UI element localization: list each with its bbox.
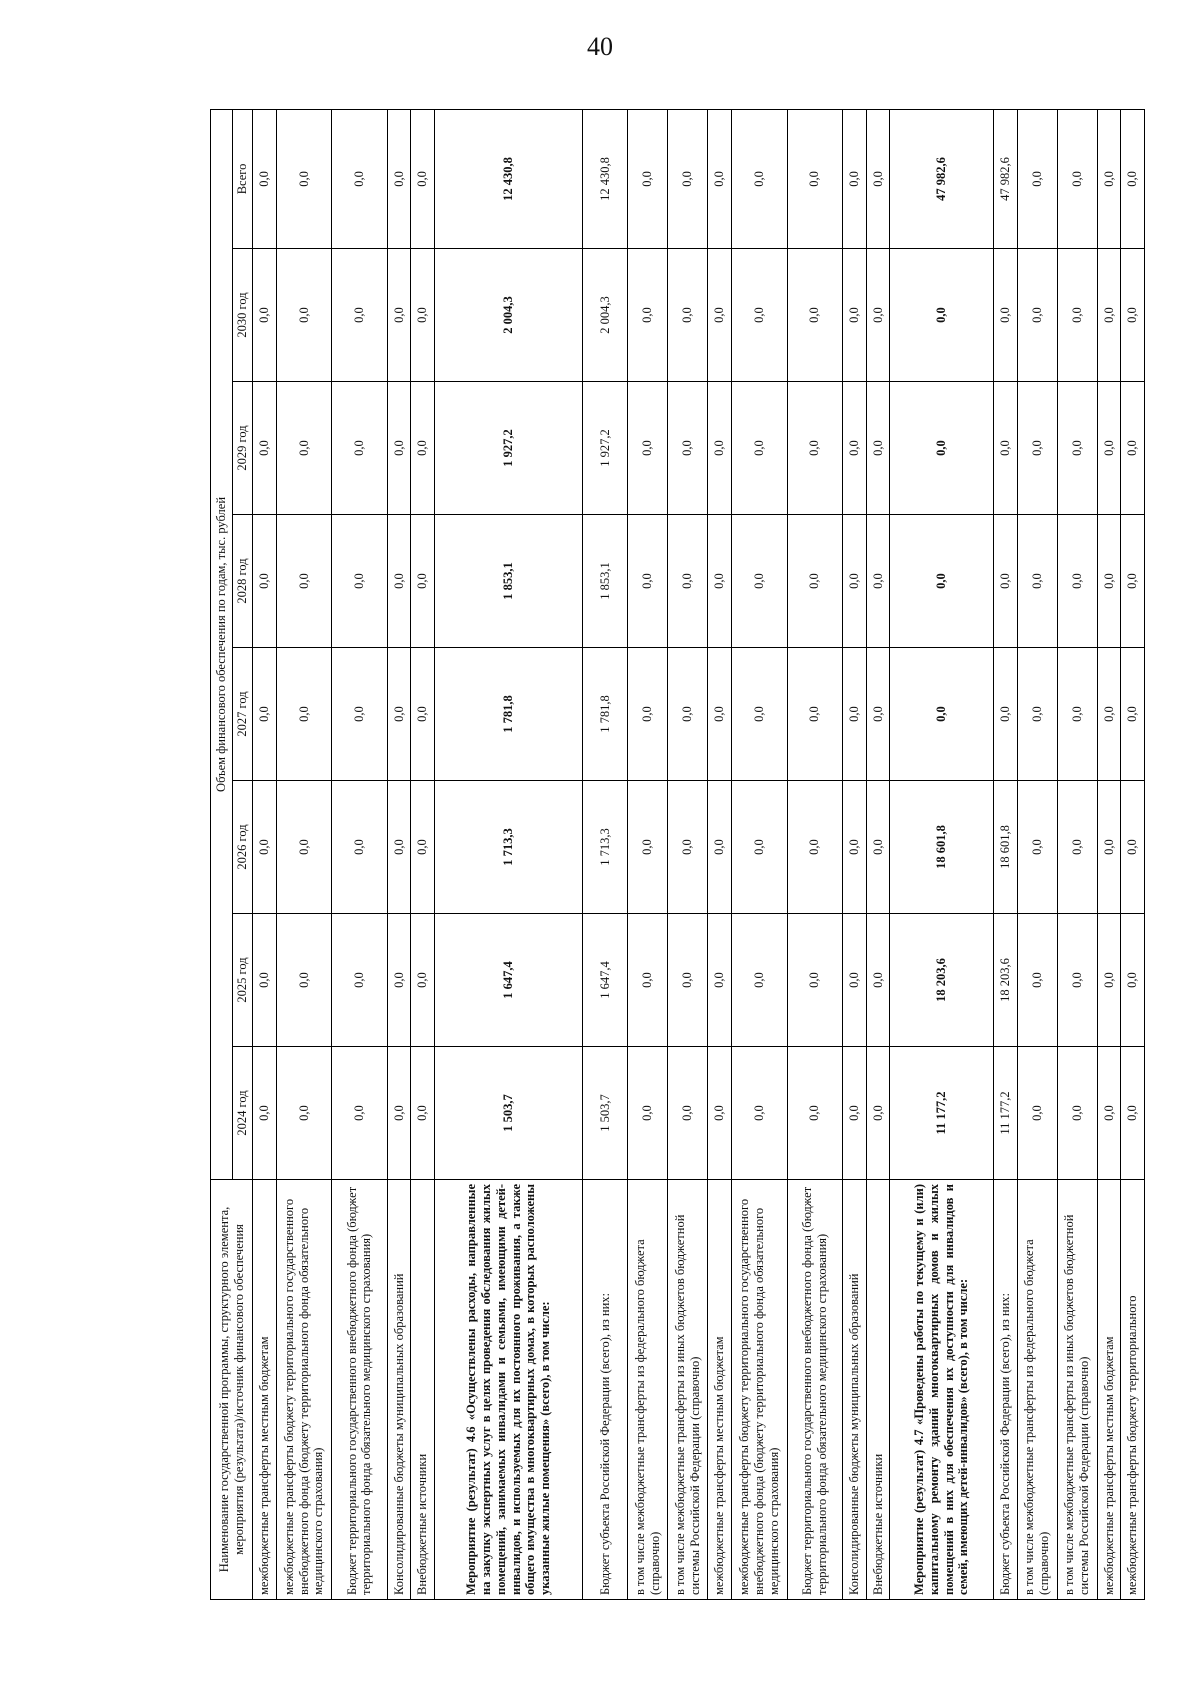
row-value-cell: 0,0 — [253, 515, 277, 648]
row-value-cell: 0,0 — [668, 1047, 708, 1180]
row-value-cell: 0,0 — [628, 648, 668, 781]
row-value-cell: 0,0 — [411, 515, 435, 648]
row-value-cell: 0,0 — [1017, 1047, 1057, 1180]
row-name-cell: Бюджет территориального государственного внебюджетного фонда (бюджет территориального фонда обязательного медицинского страхования) — [787, 1180, 842, 1600]
row-value-cell: 0,0 — [276, 382, 332, 515]
row-value-cell: 0,0 — [708, 515, 732, 648]
row-value-cell: 0,0 — [890, 382, 994, 515]
row-value-cell: 0,0 — [387, 1047, 411, 1180]
row-value-cell: 0,0 — [628, 914, 668, 1047]
row-value-cell: 18 203,6 — [890, 914, 994, 1047]
page-number: 40 — [587, 32, 613, 61]
row-value-cell: 1 713,3 — [583, 781, 628, 914]
row-value-cell: 0,0 — [1097, 382, 1121, 515]
row-value-cell: 0,0 — [668, 914, 708, 1047]
row-name-cell: межбюджетные трансферты бюджету территориального государственного внебюджетного фонда (бюджету территориального фонда обязательного медицинского страхования) — [731, 1180, 787, 1600]
row-value-cell: 0,0 — [1121, 382, 1145, 515]
row-value-cell: 0,0 — [1057, 249, 1097, 382]
row-name-cell: в том числе межбюджетные трансферты из иных бюджетов бюджетной системы Российской Федерации (справочно) — [668, 1180, 708, 1600]
row-value-cell: 0,0 — [332, 914, 387, 1047]
row-value-cell: 0,0 — [276, 515, 332, 648]
row-value-cell: 0,0 — [411, 382, 435, 515]
row-value-cell: 0,0 — [628, 781, 668, 914]
row-value-cell: 0,0 — [628, 249, 668, 382]
row-value-cell: 0,0 — [276, 249, 332, 382]
header-year: 2026 год — [233, 781, 253, 914]
table-row — [411, 109, 435, 1599]
row-value-cell: 0,0 — [843, 1047, 867, 1180]
table-row — [708, 109, 732, 1599]
row-value-cell: 0,0 — [708, 1047, 732, 1180]
row-value-cell: 0,0 — [276, 914, 332, 1047]
row-value-cell: 0,0 — [628, 382, 668, 515]
header-year: 2027 год — [233, 648, 253, 781]
table-row — [787, 109, 842, 1599]
table-row — [843, 109, 867, 1599]
row-value-cell: 0,0 — [787, 249, 842, 382]
table-row — [731, 109, 787, 1599]
row-value-cell: 0,0 — [1097, 648, 1121, 781]
table-row — [583, 109, 628, 1599]
row-value-cell: 1 927,2 — [434, 382, 583, 515]
header-total: Всего — [233, 109, 253, 248]
row-value-cell: 0,0 — [628, 515, 668, 648]
row-value-cell: 0,0 — [1097, 515, 1121, 648]
row-value-cell: 0,0 — [1017, 781, 1057, 914]
row-value-cell: 0,0 — [628, 1047, 668, 1180]
row-value-cell: 0,0 — [731, 382, 787, 515]
table-row — [1121, 109, 1145, 1599]
row-value-cell: 0,0 — [993, 382, 1017, 515]
header-year: 2024 год — [233, 1047, 253, 1180]
row-value-cell: 0,0 — [1017, 515, 1057, 648]
row-value-cell: 0,0 — [1057, 648, 1097, 781]
row-value-cell: 18 601,8 — [890, 781, 994, 914]
row-value-cell: 0,0 — [1017, 648, 1057, 781]
row-total-cell: 0,0 — [253, 109, 277, 248]
row-total-cell: 12 430,8 — [434, 109, 583, 248]
row-value-cell: 0,0 — [1097, 1047, 1121, 1180]
table-row — [866, 109, 890, 1599]
row-value-cell: 0,0 — [708, 249, 732, 382]
row-value-cell: 0,0 — [787, 914, 842, 1047]
row-value-cell: 0,0 — [1057, 914, 1097, 1047]
row-total-cell: 0,0 — [628, 109, 668, 248]
row-value-cell: 11 177,2 — [993, 1047, 1017, 1180]
row-value-cell: 0,0 — [731, 648, 787, 781]
row-value-cell: 0,0 — [787, 1047, 842, 1180]
row-name-cell: межбюджетные трансферты местным бюджетам — [708, 1180, 732, 1600]
row-value-cell: 18 203,6 — [993, 914, 1017, 1047]
row-value-cell: 0,0 — [866, 914, 890, 1047]
row-value-cell: 0,0 — [993, 515, 1017, 648]
row-value-cell: 0,0 — [332, 781, 387, 914]
row-total-cell: 0,0 — [387, 109, 411, 248]
row-value-cell: 0,0 — [411, 648, 435, 781]
row-name-cell: Мероприятие (результат) 4.7 «Проведены работы по текущему и (или) капитальному ремонту зданий многоквартирных домов и жилых помещений в них для обеспечения их доступности для инвалидов и семей, имеющих детей-инвалидов» (всего), в том числе: — [890, 1180, 994, 1600]
row-value-cell: 0,0 — [866, 249, 890, 382]
row-value-cell: 0,0 — [253, 914, 277, 1047]
row-value-cell: 0,0 — [668, 515, 708, 648]
row-value-cell: 1 647,4 — [583, 914, 628, 1047]
row-value-cell: 0,0 — [1057, 515, 1097, 648]
row-value-cell: 2 004,3 — [434, 249, 583, 382]
row-value-cell: 0,0 — [387, 249, 411, 382]
table-row — [1097, 109, 1121, 1599]
row-value-cell: 0,0 — [1121, 781, 1145, 914]
row-total-cell: 47 982,6 — [890, 109, 994, 248]
row-total-cell: 0,0 — [1121, 109, 1145, 248]
row-value-cell: 0,0 — [866, 648, 890, 781]
row-value-cell: 0,0 — [993, 249, 1017, 382]
row-value-cell: 0,0 — [787, 382, 842, 515]
row-value-cell: 0,0 — [668, 648, 708, 781]
row-value-cell: 0,0 — [387, 515, 411, 648]
row-total-cell: 0,0 — [1097, 109, 1121, 248]
row-name-cell: в том числе межбюджетные трансферты из федерального бюджета (справочно) — [1017, 1180, 1057, 1600]
row-name-cell: межбюджетные трансферты местным бюджетам — [253, 1180, 277, 1600]
row-value-cell: 0,0 — [387, 914, 411, 1047]
rotated-table-container — [210, 110, 1145, 1600]
row-value-cell: 1 853,1 — [583, 515, 628, 648]
row-value-cell: 0,0 — [866, 1047, 890, 1180]
row-value-cell: 0,0 — [843, 781, 867, 914]
row-value-cell: 0,0 — [731, 914, 787, 1047]
row-value-cell: 0,0 — [332, 249, 387, 382]
row-value-cell: 0,0 — [276, 781, 332, 914]
row-value-cell: 0,0 — [843, 515, 867, 648]
row-value-cell: 0,0 — [387, 382, 411, 515]
table-row — [993, 109, 1017, 1599]
row-value-cell: 0,0 — [253, 249, 277, 382]
row-value-cell: 0,0 — [787, 648, 842, 781]
header-financing-group: Объем финансового обеспечения по годам, тыс. рублей — [211, 109, 233, 1179]
row-value-cell: 0,0 — [890, 249, 994, 382]
row-value-cell: 0,0 — [1017, 914, 1057, 1047]
row-value-cell: 1 503,7 — [434, 1047, 583, 1180]
row-value-cell: 0,0 — [387, 781, 411, 914]
row-total-cell: 0,0 — [1057, 109, 1097, 248]
row-name-cell: Консолидированные бюджеты муниципальных образований — [387, 1180, 411, 1600]
row-total-cell: 0,0 — [866, 109, 890, 248]
row-value-cell: 0,0 — [843, 648, 867, 781]
row-value-cell: 0,0 — [1057, 382, 1097, 515]
row-total-cell: 0,0 — [332, 109, 387, 248]
row-value-cell: 0,0 — [708, 781, 732, 914]
row-value-cell: 1 503,7 — [583, 1047, 628, 1180]
row-total-cell: 0,0 — [731, 109, 787, 248]
row-value-cell: 0,0 — [411, 914, 435, 1047]
table-row — [1017, 109, 1057, 1599]
row-value-cell: 0,0 — [276, 1047, 332, 1180]
row-value-cell: 0,0 — [1121, 1047, 1145, 1180]
row-value-cell: 0,0 — [708, 382, 732, 515]
row-value-cell: 0,0 — [411, 1047, 435, 1180]
row-name-cell: в том числе межбюджетные трансферты из федерального бюджета (справочно) — [628, 1180, 668, 1600]
row-value-cell: 11 177,2 — [890, 1047, 994, 1180]
row-value-cell: 0,0 — [332, 515, 387, 648]
row-value-cell: 0,0 — [668, 249, 708, 382]
table-body — [253, 109, 1145, 1599]
row-value-cell: 0,0 — [253, 382, 277, 515]
row-value-cell: 0,0 — [1097, 249, 1121, 382]
row-value-cell: 1 781,8 — [434, 648, 583, 781]
row-value-cell: 0,0 — [731, 249, 787, 382]
row-value-cell: 0,0 — [387, 648, 411, 781]
table-row — [387, 109, 411, 1599]
table-row — [668, 109, 708, 1599]
table-row — [253, 109, 277, 1599]
row-value-cell: 0,0 — [866, 382, 890, 515]
row-value-cell: 0,0 — [253, 1047, 277, 1180]
row-value-cell: 0,0 — [993, 648, 1017, 781]
header-name-column: Наименование государственной программы, структурного элемента, мероприятия (результата)/источник финансового обеспечения — [211, 1180, 253, 1600]
row-value-cell: 1 713,3 — [434, 781, 583, 914]
row-total-cell: 0,0 — [787, 109, 842, 248]
row-value-cell: 0,0 — [1121, 914, 1145, 1047]
row-value-cell: 0,0 — [1097, 914, 1121, 1047]
row-value-cell: 0,0 — [708, 648, 732, 781]
row-name-cell: Консолидированные бюджеты муниципальных образований — [843, 1180, 867, 1600]
row-value-cell: 0,0 — [843, 914, 867, 1047]
row-value-cell: 0,0 — [1017, 249, 1057, 382]
financing-table — [210, 109, 1145, 1600]
header-year: 2028 год — [233, 515, 253, 648]
row-value-cell: 0,0 — [332, 1047, 387, 1180]
row-value-cell: 0,0 — [411, 781, 435, 914]
table-row — [332, 109, 387, 1599]
row-value-cell: 0,0 — [253, 648, 277, 781]
row-value-cell: 0,0 — [276, 648, 332, 781]
row-name-cell: Бюджет субъекта Российской Федерации (всего), из них: — [993, 1180, 1017, 1600]
row-value-cell: 2 004,3 — [583, 249, 628, 382]
row-value-cell: 1 927,2 — [583, 382, 628, 515]
header-year: 2030 год — [233, 249, 253, 382]
row-value-cell: 0,0 — [787, 781, 842, 914]
row-value-cell: 1 781,8 — [583, 648, 628, 781]
table-row — [1057, 109, 1097, 1599]
row-value-cell: 0,0 — [332, 648, 387, 781]
row-name-cell: Бюджет субъекта Российской Федерации (всего), из них: — [583, 1180, 628, 1600]
row-name-cell: Мероприятие (результат) 4.6 «Осуществлены расходы, направленные на закупку экспертных услуг в целях проведения обследования жилых помещений, занимаемых инвалидами и семьями, имеющими детей-инвалидов, и используемых для их постоянного проживания, а также общего имущества в многоквартирных домах, в которых расположены указанные жилые помещения» (всего), в том числе: — [434, 1180, 583, 1600]
row-name-cell: межбюджетные трансферты местным бюджетам — [1097, 1180, 1121, 1600]
row-value-cell: 0,0 — [668, 781, 708, 914]
table-row — [434, 109, 583, 1599]
row-value-cell: 0,0 — [731, 515, 787, 648]
row-value-cell: 0,0 — [890, 515, 994, 648]
row-name-cell: Внебюджетные источники — [411, 1180, 435, 1600]
row-total-cell: 0,0 — [708, 109, 732, 248]
row-total-cell: 0,0 — [1017, 109, 1057, 248]
row-value-cell: 0,0 — [668, 382, 708, 515]
row-value-cell: 0,0 — [787, 515, 842, 648]
row-value-cell: 0,0 — [843, 249, 867, 382]
row-value-cell: 0,0 — [843, 382, 867, 515]
row-value-cell: 0,0 — [708, 914, 732, 1047]
row-value-cell: 0,0 — [1097, 781, 1121, 914]
row-value-cell: 1 853,1 — [434, 515, 583, 648]
row-value-cell: 0,0 — [890, 648, 994, 781]
row-name-cell: в том числе межбюджетные трансферты из иных бюджетов бюджетной системы Российской Федерации (справочно) — [1057, 1180, 1097, 1600]
row-total-cell: 0,0 — [843, 109, 867, 248]
row-value-cell: 0,0 — [332, 382, 387, 515]
row-value-cell: 0,0 — [1057, 1047, 1097, 1180]
row-value-cell: 18 601,8 — [993, 781, 1017, 914]
row-name-cell: межбюджетные трансферты бюджету территориального — [1121, 1180, 1145, 1600]
row-total-cell: 0,0 — [411, 109, 435, 248]
row-value-cell: 0,0 — [1121, 648, 1145, 781]
table-row — [890, 109, 994, 1599]
row-name-cell: Бюджет территориального государственного внебюджетного фонда (бюджет территориального фонда обязательного медицинского страхования) — [332, 1180, 387, 1600]
table-row — [276, 109, 332, 1599]
row-total-cell: 0,0 — [276, 109, 332, 248]
row-value-cell: 1 647,4 — [434, 914, 583, 1047]
row-value-cell: 0,0 — [1121, 515, 1145, 648]
row-value-cell: 0,0 — [1121, 249, 1145, 382]
row-value-cell: 0,0 — [866, 515, 890, 648]
row-name-cell: Внебюджетные источники — [866, 1180, 890, 1600]
header-year: 2025 год — [233, 914, 253, 1047]
row-value-cell: 0,0 — [1017, 382, 1057, 515]
row-name-cell: межбюджетные трансферты бюджету территориального государственного внебюджетного фонда (бюджету территориального фонда обязательного медицинского страхования) — [276, 1180, 332, 1600]
row-value-cell: 0,0 — [731, 1047, 787, 1180]
header-year: 2029 год — [233, 382, 253, 515]
row-value-cell: 0,0 — [253, 781, 277, 914]
row-value-cell: 0,0 — [1057, 781, 1097, 914]
row-total-cell: 47 982,6 — [993, 109, 1017, 248]
table-row — [628, 109, 668, 1599]
row-value-cell: 0,0 — [866, 781, 890, 914]
row-value-cell: 0,0 — [411, 249, 435, 382]
row-total-cell: 0,0 — [668, 109, 708, 248]
row-total-cell: 12 430,8 — [583, 109, 628, 248]
row-value-cell: 0,0 — [731, 781, 787, 914]
